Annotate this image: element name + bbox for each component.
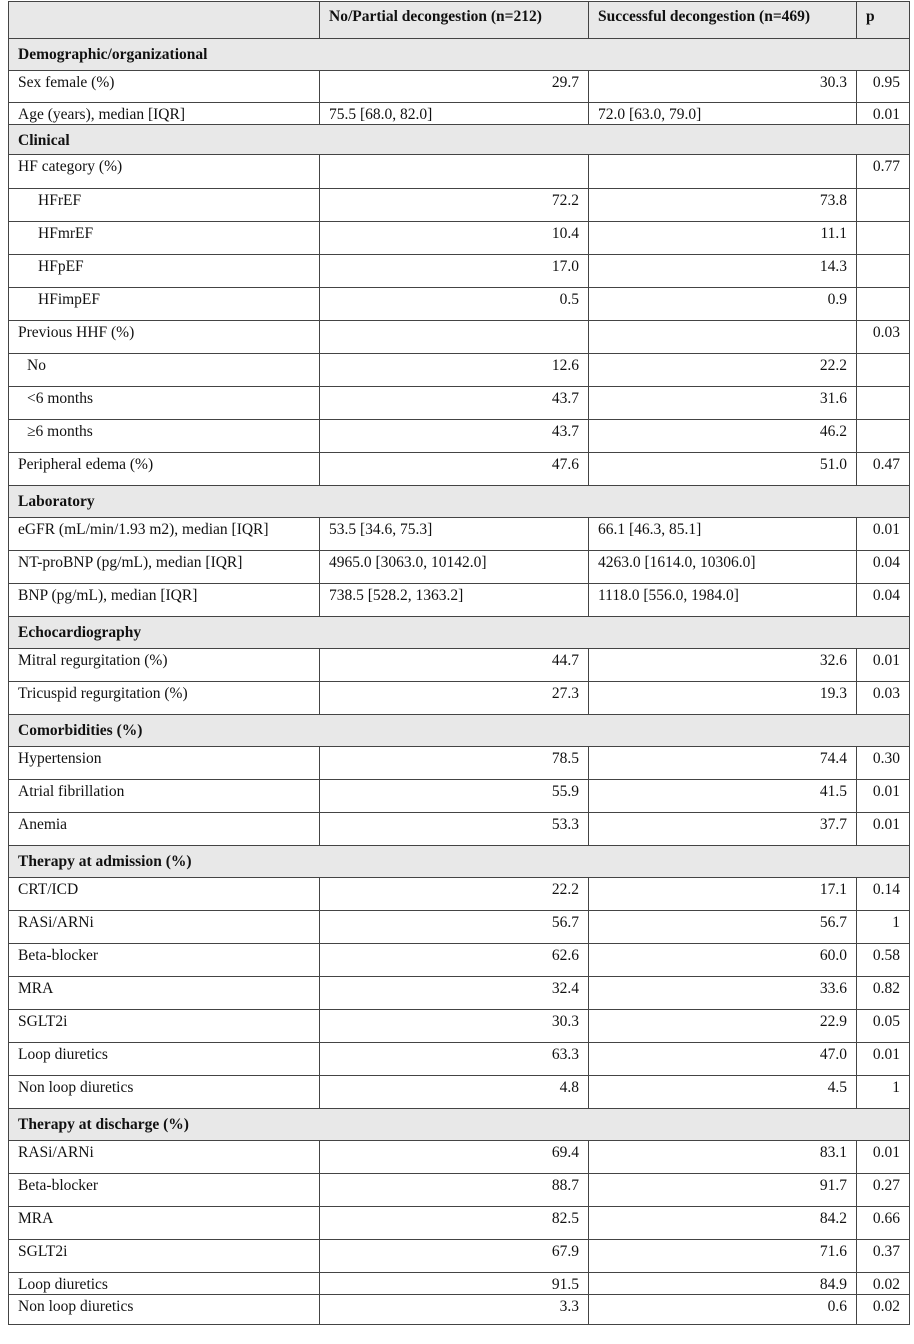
p-value xyxy=(857,387,910,420)
p-value xyxy=(857,222,910,255)
table-row xyxy=(9,780,910,813)
no-partial-value xyxy=(320,321,589,354)
row-label: MRA xyxy=(9,977,320,1010)
table-row xyxy=(9,1273,910,1295)
section-header-row xyxy=(9,39,910,71)
no-partial-value: 62.6 xyxy=(320,944,589,977)
p-value: 0.03 xyxy=(857,321,910,354)
no-partial-value: 72.2 xyxy=(320,189,589,222)
header-p-value: p xyxy=(857,2,910,39)
table-row xyxy=(9,584,910,617)
row-label: RASi/ARNi xyxy=(9,911,320,944)
no-partial-value: 4965.0 [3063.0, 10142.0] xyxy=(320,551,589,584)
row-label: HFrEF xyxy=(9,189,320,222)
successful-value: 30.3 xyxy=(589,71,857,103)
table-row xyxy=(9,1207,910,1240)
row-label: Age (years), median [IQR] xyxy=(9,103,320,125)
table-row xyxy=(9,977,910,1010)
section-header-row xyxy=(9,125,910,155)
no-partial-value: 43.7 xyxy=(320,420,589,453)
table-row xyxy=(9,1141,910,1174)
row-label: Mitral regurgitation (%) xyxy=(9,649,320,682)
table-body xyxy=(9,39,910,1325)
no-partial-value: 91.5 xyxy=(320,1273,589,1295)
p-value: 0.05 xyxy=(857,1010,910,1043)
row-label: SGLT2i xyxy=(9,1240,320,1273)
no-partial-value: 63.3 xyxy=(320,1043,589,1076)
successful-value: 56.7 xyxy=(589,911,857,944)
row-label: Sex female (%) xyxy=(9,71,320,103)
successful-value: 51.0 xyxy=(589,453,857,486)
successful-value: 71.6 xyxy=(589,1240,857,1273)
successful-value xyxy=(589,155,857,189)
table-row xyxy=(9,103,910,125)
row-label: Hypertension xyxy=(9,747,320,780)
successful-value: 0.9 xyxy=(589,288,857,321)
table-row xyxy=(9,1295,910,1325)
p-value: 0.01 xyxy=(857,813,910,846)
successful-value: 84.9 xyxy=(589,1273,857,1295)
row-label: BNP (pg/mL), median [IQR] xyxy=(9,584,320,617)
no-partial-value: 30.3 xyxy=(320,1010,589,1043)
p-value: 0.01 xyxy=(857,518,910,551)
row-label: SGLT2i xyxy=(9,1010,320,1043)
no-partial-value: 53.3 xyxy=(320,813,589,846)
table-row xyxy=(9,189,910,222)
section-title: Clinical xyxy=(9,125,910,155)
table-row xyxy=(9,813,910,846)
p-value xyxy=(857,420,910,453)
table-header-row xyxy=(9,2,910,39)
table-row xyxy=(9,321,910,354)
no-partial-value: 53.5 [34.6, 75.3] xyxy=(320,518,589,551)
p-value: 0.66 xyxy=(857,1207,910,1240)
no-partial-value: 69.4 xyxy=(320,1141,589,1174)
p-value xyxy=(857,189,910,222)
successful-value: 22.2 xyxy=(589,354,857,387)
p-value: 0.30 xyxy=(857,747,910,780)
row-label: HFimpEF xyxy=(9,288,320,321)
p-value: 0.37 xyxy=(857,1240,910,1273)
row-label: Loop diuretics xyxy=(9,1043,320,1076)
table-row xyxy=(9,878,910,911)
table-row xyxy=(9,1240,910,1273)
header-successful-decongestion: Successful decongestion (n=469) xyxy=(589,2,857,39)
table-row xyxy=(9,747,910,780)
row-label: Beta-blocker xyxy=(9,944,320,977)
p-value: 0.58 xyxy=(857,944,910,977)
section-header-row xyxy=(9,846,910,878)
successful-value: 37.7 xyxy=(589,813,857,846)
p-value: 0.95 xyxy=(857,71,910,103)
no-partial-value: 27.3 xyxy=(320,682,589,715)
no-partial-value: 738.5 [528.2, 1363.2] xyxy=(320,584,589,617)
no-partial-value: 3.3 xyxy=(320,1295,589,1325)
row-label: NT-proBNP (pg/mL), median [IQR] xyxy=(9,551,320,584)
row-label: Anemia xyxy=(9,813,320,846)
table-row xyxy=(9,354,910,387)
row-label: Previous HHF (%) xyxy=(9,321,320,354)
row-label: eGFR (mL/min/1.93 m2), median [IQR] xyxy=(9,518,320,551)
successful-value: 72.0 [63.0, 79.0] xyxy=(589,103,857,125)
row-label: Peripheral edema (%) xyxy=(9,453,320,486)
no-partial-value: 47.6 xyxy=(320,453,589,486)
no-partial-value: 55.9 xyxy=(320,780,589,813)
p-value: 0.82 xyxy=(857,977,910,1010)
p-value: 0.77 xyxy=(857,155,910,189)
no-partial-value: 4.8 xyxy=(320,1076,589,1109)
p-value xyxy=(857,354,910,387)
p-value: 0.01 xyxy=(857,649,910,682)
section-header-row xyxy=(9,486,910,518)
p-value: 1 xyxy=(857,1076,910,1109)
section-title: Demographic/organizational xyxy=(9,39,910,71)
no-partial-value: 0.5 xyxy=(320,288,589,321)
no-partial-value: 67.9 xyxy=(320,1240,589,1273)
row-label: <6 months xyxy=(9,387,320,420)
p-value xyxy=(857,288,910,321)
no-partial-value: 32.4 xyxy=(320,977,589,1010)
no-partial-value: 17.0 xyxy=(320,255,589,288)
section-title: Echocardiography xyxy=(9,617,910,649)
p-value: 0.14 xyxy=(857,878,910,911)
successful-value: 4.5 xyxy=(589,1076,857,1109)
table-row xyxy=(9,944,910,977)
table-row xyxy=(9,255,910,288)
no-partial-value: 43.7 xyxy=(320,387,589,420)
row-label: Loop diuretics xyxy=(9,1273,320,1295)
successful-value: 74.4 xyxy=(589,747,857,780)
successful-value: 22.9 xyxy=(589,1010,857,1043)
no-partial-value xyxy=(320,155,589,189)
p-value: 0.01 xyxy=(857,780,910,813)
table-row xyxy=(9,1010,910,1043)
successful-value: 84.2 xyxy=(589,1207,857,1240)
no-partial-value: 75.5 [68.0, 82.0] xyxy=(320,103,589,125)
successful-value: 1118.0 [556.0, 1984.0] xyxy=(589,584,857,617)
row-label: Tricuspid regurgitation (%) xyxy=(9,682,320,715)
table-row xyxy=(9,420,910,453)
row-label: CRT/ICD xyxy=(9,878,320,911)
table-row xyxy=(9,551,910,584)
successful-value: 19.3 xyxy=(589,682,857,715)
successful-value: 41.5 xyxy=(589,780,857,813)
row-label: No xyxy=(9,354,320,387)
no-partial-value: 12.6 xyxy=(320,354,589,387)
no-partial-value: 29.7 xyxy=(320,71,589,103)
table-row xyxy=(9,155,910,189)
row-label: HFpEF xyxy=(9,255,320,288)
no-partial-value: 88.7 xyxy=(320,1174,589,1207)
p-value: 0.04 xyxy=(857,551,910,584)
p-value: 0.03 xyxy=(857,682,910,715)
row-label: MRA xyxy=(9,1207,320,1240)
section-title: Comorbidities (%) xyxy=(9,715,910,747)
table-row xyxy=(9,649,910,682)
successful-value: 11.1 xyxy=(589,222,857,255)
p-value: 0.02 xyxy=(857,1273,910,1295)
row-label: Atrial fibrillation xyxy=(9,780,320,813)
no-partial-value: 82.5 xyxy=(320,1207,589,1240)
section-title: Therapy at discharge (%) xyxy=(9,1109,910,1141)
p-value: 0.27 xyxy=(857,1174,910,1207)
successful-value: 31.6 xyxy=(589,387,857,420)
table-row xyxy=(9,71,910,103)
p-value: 0.47 xyxy=(857,453,910,486)
table-row xyxy=(9,911,910,944)
header-no-partial-decongestion: No/Partial decongestion (n=212) xyxy=(320,2,589,39)
successful-value: 0.6 xyxy=(589,1295,857,1325)
successful-value xyxy=(589,321,857,354)
row-label: HFmrEF xyxy=(9,222,320,255)
table-row xyxy=(9,682,910,715)
successful-value: 14.3 xyxy=(589,255,857,288)
table-row xyxy=(9,222,910,255)
p-value: 1 xyxy=(857,911,910,944)
no-partial-value: 10.4 xyxy=(320,222,589,255)
p-value: 0.01 xyxy=(857,1043,910,1076)
successful-value: 66.1 [46.3, 85.1] xyxy=(589,518,857,551)
successful-value: 17.1 xyxy=(589,878,857,911)
table-row xyxy=(9,1174,910,1207)
p-value: 0.01 xyxy=(857,1141,910,1174)
successful-value: 4263.0 [1614.0, 10306.0] xyxy=(589,551,857,584)
p-value: 0.02 xyxy=(857,1295,910,1325)
successful-value: 83.1 xyxy=(589,1141,857,1174)
section-header-row xyxy=(9,1109,910,1141)
successful-value: 46.2 xyxy=(589,420,857,453)
successful-value: 32.6 xyxy=(589,649,857,682)
successful-value: 33.6 xyxy=(589,977,857,1010)
no-partial-value: 22.2 xyxy=(320,878,589,911)
row-label: HF category (%) xyxy=(9,155,320,189)
table-row xyxy=(9,518,910,551)
successful-value: 73.8 xyxy=(589,189,857,222)
row-label: RASi/ARNi xyxy=(9,1141,320,1174)
row-label: Non loop diuretics xyxy=(9,1076,320,1109)
row-label: Beta-blocker xyxy=(9,1174,320,1207)
table-row xyxy=(9,453,910,486)
p-value: 0.04 xyxy=(857,584,910,617)
no-partial-value: 56.7 xyxy=(320,911,589,944)
table-row xyxy=(9,387,910,420)
no-partial-value: 78.5 xyxy=(320,747,589,780)
p-value: 0.01 xyxy=(857,103,910,125)
baseline-characteristics-table xyxy=(8,1,910,1325)
successful-value: 47.0 xyxy=(589,1043,857,1076)
table-row xyxy=(9,1043,910,1076)
section-header-row xyxy=(9,617,910,649)
table-row xyxy=(9,1076,910,1109)
row-label: ≥6 months xyxy=(9,420,320,453)
section-title: Therapy at admission (%) xyxy=(9,846,910,878)
row-label: Non loop diuretics xyxy=(9,1295,320,1325)
successful-value: 91.7 xyxy=(589,1174,857,1207)
table-row xyxy=(9,288,910,321)
section-title: Laboratory xyxy=(9,486,910,518)
no-partial-value: 44.7 xyxy=(320,649,589,682)
section-header-row xyxy=(9,715,910,747)
p-value xyxy=(857,255,910,288)
successful-value: 60.0 xyxy=(589,944,857,977)
header-variable xyxy=(9,2,320,39)
